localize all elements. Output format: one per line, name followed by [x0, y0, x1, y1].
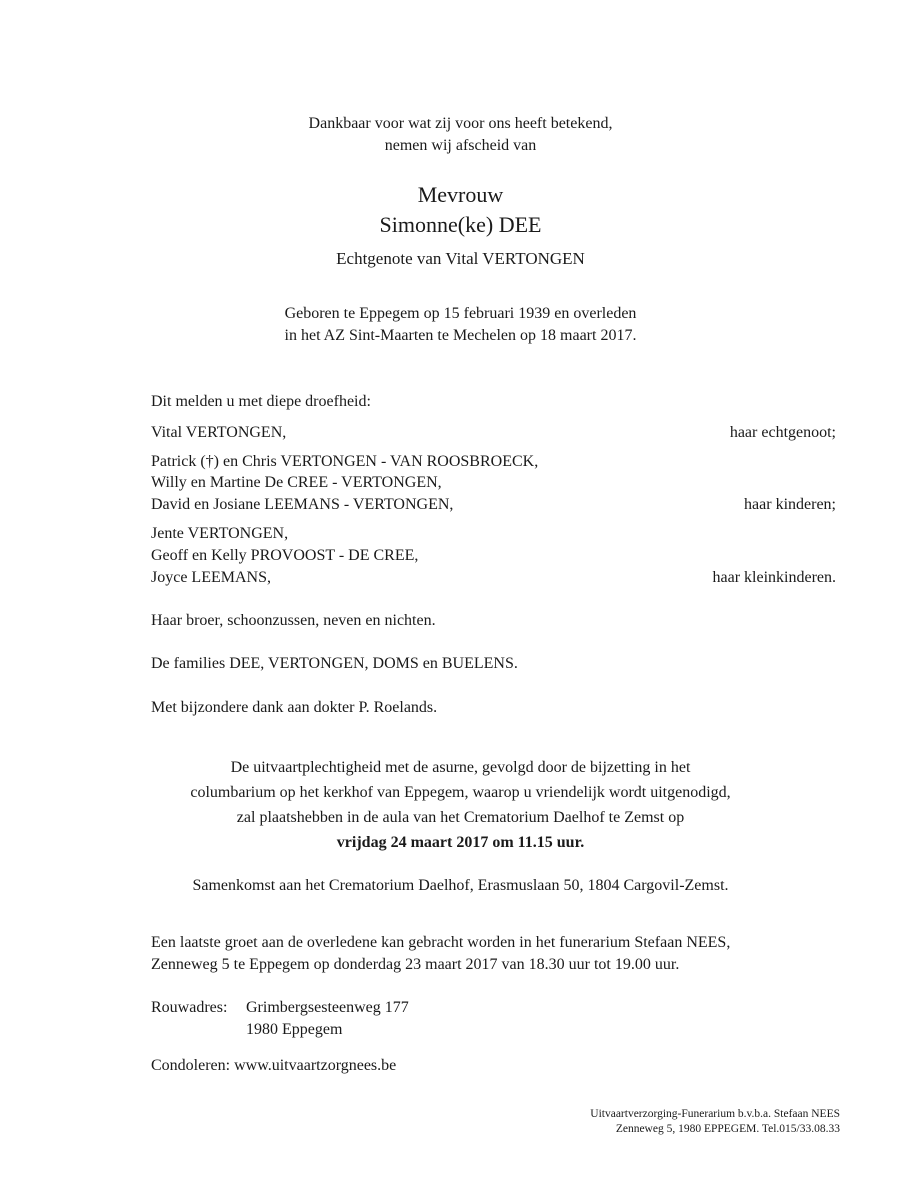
mourning-address-street: Grimbergsesteenweg 177 [246, 999, 409, 1016]
ceremony-line: columbarium op het kerkhof van Eppegem, waarop u vriendelijk wordt uitgenodigd, [190, 784, 731, 801]
mourning-address-city: 1980 Eppegem [246, 1021, 343, 1038]
grandchild-name: Jente VERTONGEN, [151, 525, 289, 542]
birth-death-line-2: in het AZ Sint-Maarten te Mechelen op 18 maart 2017. [284, 327, 637, 344]
condolences [151, 1055, 396, 1077]
ceremony-line: De uitvaartplechtigheid met de asurne, gevolgd door de bijzetting in het [230, 759, 691, 776]
spouse-name: Vital VERTONGEN, [151, 424, 287, 441]
condolences-label: Condoleren: [151, 1057, 231, 1074]
deceased-name: Simonne(ke) DEE [379, 212, 542, 237]
other-family-line: De families DEE, VERTONGEN, DOMS en BUELENS. [151, 655, 518, 672]
footer-line-1: Uitvaartverzorging-Funerarium b.v.b.a. Stefaan NEES [590, 1108, 840, 1120]
mourning-address-label: Rouwadres: [151, 999, 228, 1016]
announcement: Dit melden u met diepe droefheid: [151, 393, 371, 410]
spouse-relation: haar echtgenoot; [729, 424, 836, 441]
condolences-url[interactable]: www.uitvaartzorgnees.be [234, 1057, 397, 1074]
grandchild-name: Geoff en Kelly PROVOOST - DE CREE, [151, 547, 419, 564]
visitation-line-2: Zenneweg 5 te Eppegem op donderdag 23 maart 2017 van 18.30 uur tot 19.00 uur. [151, 956, 680, 973]
birth-death-line-1: Geboren te Eppegem op 15 februari 1939 en overleden [284, 305, 637, 322]
other-family-line: Haar broer, schoonzussen, neven en nichten. [151, 612, 436, 629]
deceased-spouse: Echtgenote van Vital VERTONGEN [336, 249, 585, 268]
gathering-info: Samenkomst aan het Crematorium Daelhof, Erasmuslaan 50, 1804 Cargovil-Zemst. [192, 877, 729, 894]
intro-line-2: nemen wij afscheid van [384, 137, 537, 154]
deceased-title: Mevrouw [417, 182, 504, 207]
child-name: David en Josiane LEEMANS - VERTONGEN, [151, 496, 454, 513]
ceremony-datetime: vrijdag 24 maart 2017 om 11.15 uur. [336, 834, 585, 851]
intro-line-1: Dankbaar voor wat zij voor ons heeft betekend, [308, 115, 613, 132]
grandchildren-relation: haar kleinkinderen. [712, 569, 836, 586]
children-relation: haar kinderen; [744, 496, 836, 513]
child-name: Patrick (†) en Chris VERTONGEN - VAN ROOSBROECK, [151, 453, 539, 470]
child-name: Willy en Martine De CREE - VERTONGEN, [151, 474, 442, 491]
visitation-line-1: Een laatste groet aan de overledene kan gebracht worden in het funerarium Stefaan NEES, [151, 934, 731, 951]
ceremony-line: zal plaatshebben in de aula van het Crematorium Daelhof te Zemst op [236, 809, 685, 826]
other-family-line: Met bijzondere dank aan dokter P. Roelands. [151, 699, 438, 716]
grandchild-name: Joyce LEEMANS, [151, 569, 271, 586]
footer-line-2: Zenneweg 5, 1980 EPPEGEM. Tel.015/33.08.33 [615, 1123, 840, 1135]
